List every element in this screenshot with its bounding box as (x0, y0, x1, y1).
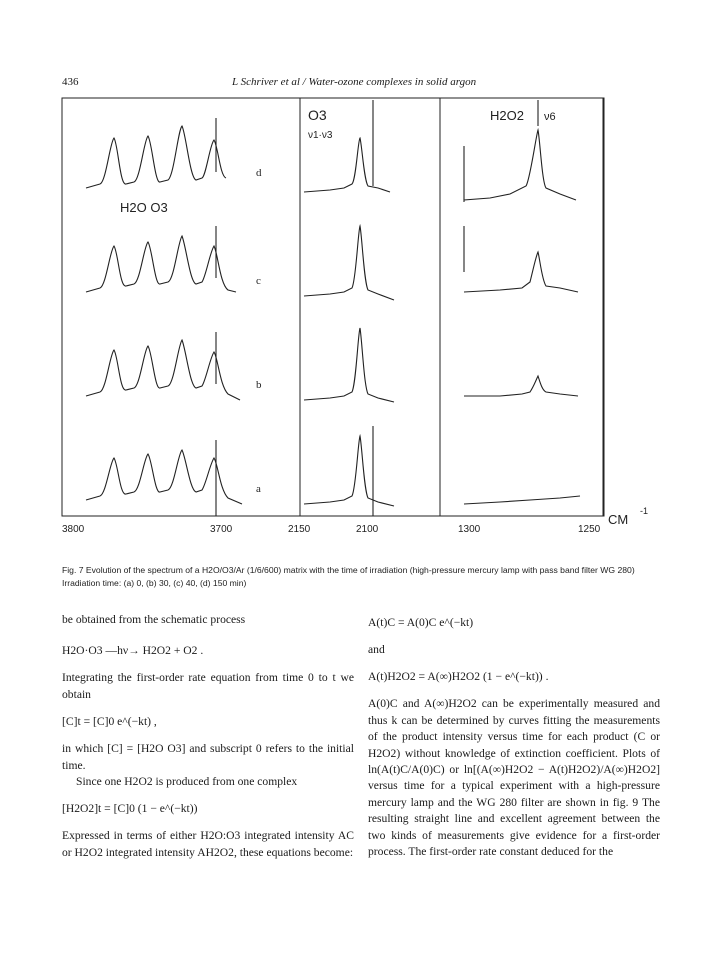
running-head: L Schriver et al / Water-ozone complexes in solid argon (232, 76, 477, 88)
trace-b-panel2 (304, 328, 394, 402)
paragraph: Integrating the first-order rate equation from time 0 to t we obtain (62, 671, 354, 701)
page-header (62, 76, 662, 92)
spectrum-plot (60, 96, 660, 542)
trace-c-panel2 (304, 226, 394, 300)
x-tick-2100: 2100 (356, 524, 379, 535)
panel-o3 (304, 100, 394, 516)
figure-caption-text: Evolution of the spectrum of a H2O/O3/Ar (1/6/600) matrix with the time of irradiation (high-pressure mercury lamp with pass band filter WG 280) Irradiation time: (a) 0, (b) 30, (c) 40, (d) 150 min) (62, 565, 635, 588)
panel-h2o2 (464, 100, 580, 504)
label-h2o2: H2O2 (490, 108, 524, 123)
trace-d-panel2 (304, 138, 390, 192)
x-tick-2150: 2150 (288, 524, 311, 535)
paragraph: A(0)C and A(∞)H2O2 can be experimentally measured and thus k can be determined by curves fitting the measurements of the product intensity versus time for each product (C or H2O2) without knowledge of extinction coefficient. Plots of ln(A(t)C/A(0)C) or ln[(A(∞)H2O2 − A(t)H2O2)/A(∞)H2O2] versus time for a typical experiment with a high-pressure mercury lamp and the WG 280 filter are shown in fig. 9 The resulting straight line and excellent agreement between the two kinds of measurements give evidence for a first-order process. The first-order rate constant deduced for the (368, 697, 660, 859)
trace-letters (256, 167, 262, 495)
equation: [H2O2]t = [C]0 (1 − e^(−kt)) (62, 802, 198, 816)
paragraph: in which [C] = [H2O O3] and subscript 0 refers to the initial time. (62, 742, 354, 772)
label-o3-modes: ν1·ν3 (308, 130, 333, 141)
panel-h2o-o3 (86, 118, 242, 516)
label-o3: O3 (308, 107, 327, 123)
paragraph: and (368, 643, 385, 656)
spectrum-figure (60, 96, 660, 542)
paragraph: Since one H2O2 is produced from one complex (76, 775, 298, 789)
equation: H2O·O3 —hν→ H2O2 + O2 . (62, 644, 204, 658)
figure-caption (62, 564, 664, 589)
trace-label-b: b (256, 379, 262, 391)
equation: A(t)C = A(0)C e^(−kt) (368, 616, 474, 629)
page-number: 436 (62, 76, 79, 88)
body-column-right (368, 612, 660, 860)
trace-label-d: d (256, 167, 262, 179)
trace-a-panel1 (86, 450, 242, 504)
x-tick-1300: 1300 (458, 524, 481, 535)
x-tick-labels (62, 524, 601, 535)
trace-c-panel1 (86, 236, 236, 292)
trace-a-panel3 (464, 496, 580, 504)
unit-label-text: CM (608, 512, 629, 527)
figure-caption-label: Fig. 7 (62, 565, 84, 575)
unit-label-exponent: -1 (640, 506, 649, 516)
trace-label-c: c (256, 275, 261, 287)
label-h2o2-mode: ν6 (544, 111, 556, 123)
unit-label (608, 506, 648, 527)
trace-b-panel3 (464, 376, 578, 396)
label-h2o-o3: H2O O3 (120, 200, 168, 215)
trace-d-panel1 (86, 126, 226, 188)
equation: A(t)H2O2 = A(∞)H2O2 (1 − e^(−kt)) . (368, 670, 549, 684)
equation: [C]t = [C]0 e^(−kt) , (62, 715, 157, 729)
x-tick-3800: 3800 (62, 524, 85, 535)
trace-b-panel1 (86, 340, 240, 400)
paragraph: be obtained from the schematic process (62, 613, 246, 626)
trace-c-panel3 (464, 252, 578, 292)
panel-labels (120, 107, 556, 215)
trace-a-panel2 (304, 436, 394, 506)
x-tick-3700: 3700 (210, 524, 233, 535)
trace-d-panel3 (464, 130, 576, 202)
plot-frame (62, 98, 604, 516)
x-tick-1250: 1250 (578, 524, 601, 535)
trace-label-a: a (256, 483, 261, 495)
body-column-left (62, 612, 354, 861)
paragraph: Expressed in terms of either H2O:O3 integrated intensity AC or H2O2 integrated intensity AH2O2, these equations become: (62, 829, 354, 859)
